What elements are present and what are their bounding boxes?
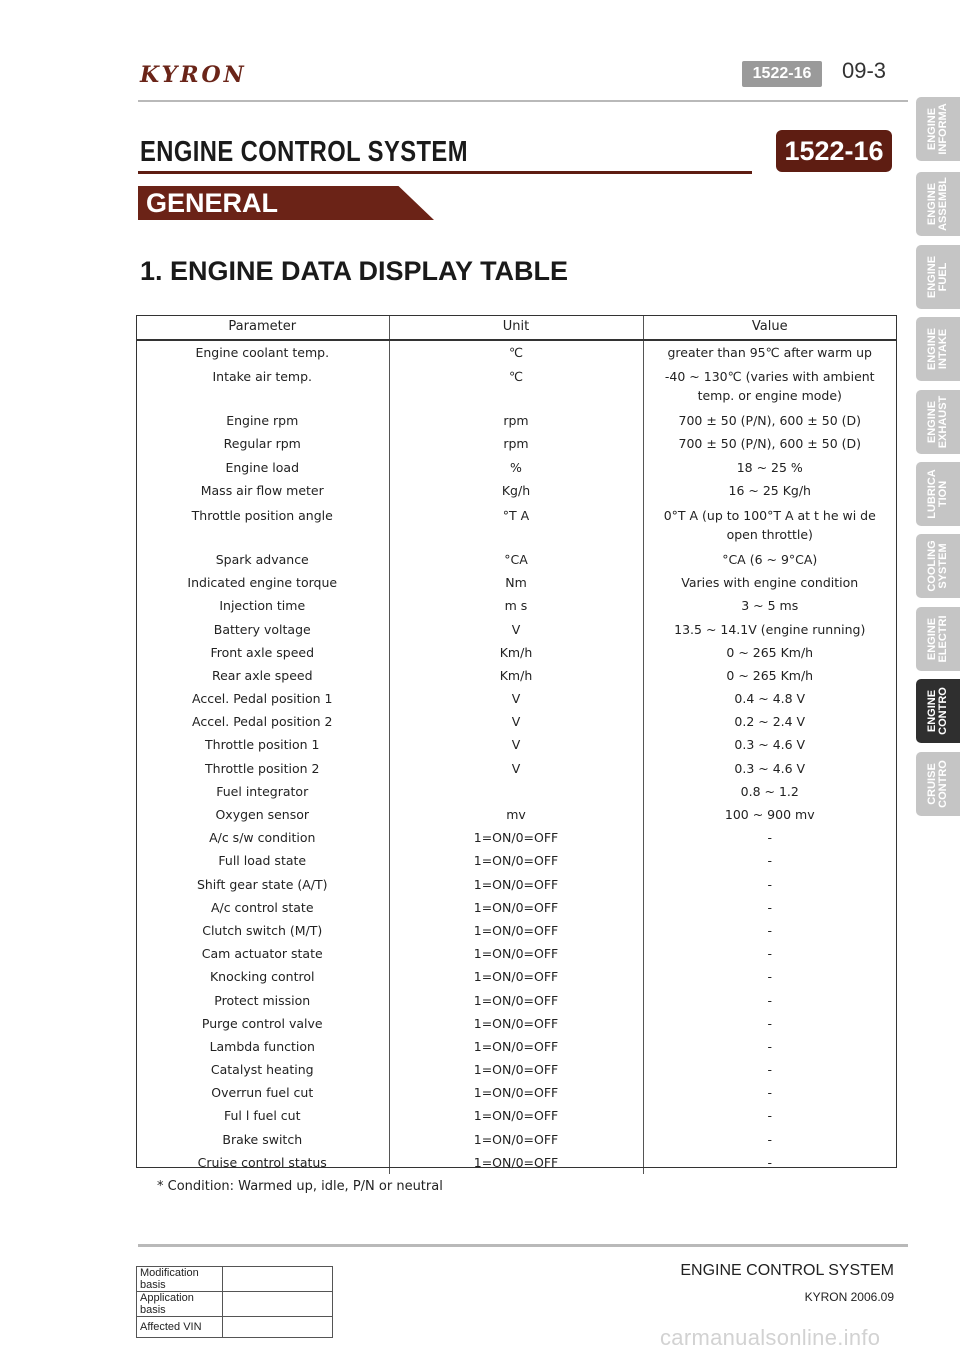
side-tab-label: ENGINE ASSEMBL (926, 177, 949, 231)
cell-value: 0.2 ~ 2.4 V (734, 714, 806, 730)
cell-unit: rpm (389, 432, 643, 455)
mod-label-application: Application basis (137, 1292, 223, 1317)
cell-parameter: Accel. Pedal position 2 (136, 710, 389, 733)
page-number: 09-3 (842, 58, 887, 83)
cell-value: - (767, 1108, 772, 1124)
cell-parameter: Spark advance (136, 548, 389, 571)
table-row (136, 687, 896, 710)
cell-value: 13.5 ~ 14.1V (engine running) (674, 621, 866, 637)
table-row (136, 340, 896, 363)
cell-parameter: Regular rpm (136, 432, 389, 455)
cell-value: - (767, 992, 772, 1008)
table-row (136, 919, 896, 942)
table-row (136, 409, 896, 432)
side-tab-5[interactable] (916, 462, 960, 526)
cell-value: - (767, 922, 772, 938)
cell-unit: m s (389, 594, 643, 617)
cell-value: 0.3 ~ 4.6 V (734, 737, 806, 753)
general-label: GENERAL (146, 188, 279, 218)
cell-unit: % (389, 456, 643, 479)
cell-parameter: Purge control valve (136, 1012, 389, 1035)
cell-unit: 1=ON/0=OFF (389, 919, 643, 942)
cell-parameter: Catalyst heating (136, 1058, 389, 1081)
cell-parameter: Engine coolant temp. (136, 340, 389, 363)
footer-title: ENGINE CONTROL SYSTEM (680, 1262, 894, 1279)
section-title: ENGINE CONTROL SYSTEM (140, 136, 468, 168)
cell-parameter: Throttle position 2 (136, 757, 389, 780)
cell-value: - (767, 853, 772, 869)
table-heading: 1. ENGINE DATA DISPLAY TABLE (140, 256, 569, 286)
mod-label-vin: Affected VIN (137, 1317, 223, 1338)
cell-unit: 1=ON/0=OFF (389, 849, 643, 872)
side-tab-label: ENGINE CONTRO (926, 687, 949, 735)
cell-unit: 1=ON/0=OFF (389, 1035, 643, 1058)
cell-parameter: Protect mission (136, 989, 389, 1012)
cell-value: 0 ~ 265 Km/h (726, 667, 814, 683)
cell-unit: 1=ON/0=OFF (389, 965, 643, 988)
cell-parameter: Oxygen sensor (136, 803, 389, 826)
table-row (136, 873, 896, 896)
cell-parameter: Cam actuator state (136, 942, 389, 965)
side-tab-0[interactable] (916, 97, 960, 161)
cell-parameter: Full load state (136, 849, 389, 872)
side-tab-2[interactable] (916, 245, 960, 309)
table-row (136, 942, 896, 965)
cell-parameter: Mass air flow meter (136, 479, 389, 502)
brand-logo: KYRON (140, 62, 247, 88)
cell-parameter: Engine rpm (136, 409, 389, 432)
table-row (136, 1012, 896, 1035)
cell-parameter: Intake air temp. (136, 363, 389, 409)
cell-parameter: Cruise control status (136, 1151, 389, 1174)
table-row (136, 456, 896, 479)
cell-value: 3 ~ 5 ms (741, 598, 799, 614)
table-row (136, 479, 896, 502)
cell-parameter: A/c control state (136, 896, 389, 919)
cell-parameter: Engine load (136, 456, 389, 479)
side-tab-label: ENGINE EXHAUST (926, 395, 949, 449)
cell-parameter: Brake switch (136, 1128, 389, 1151)
side-tab-label: LUBRICA TION (926, 469, 949, 519)
table-row (136, 571, 896, 594)
section-title-rule (138, 171, 752, 174)
cell-unit: Nm (389, 571, 643, 594)
table-row (136, 780, 896, 803)
watermark: carmanualsonline.info (660, 1325, 881, 1350)
cell-unit (389, 780, 643, 803)
modification-table (136, 1266, 333, 1338)
table-row (136, 664, 896, 687)
cell-value: -40 ~ 130℃ (varies with ambient temp. or engine mode) (664, 369, 875, 404)
table-header-row (136, 315, 896, 340)
table-row (136, 1058, 896, 1081)
cell-unit: 1=ON/0=OFF (389, 1058, 643, 1081)
cell-unit: °CA (389, 548, 643, 571)
cell-value: - (767, 830, 772, 846)
table-row (136, 641, 896, 664)
cell-value: 18 ~ 25 % (736, 459, 803, 475)
table-row (136, 594, 896, 617)
table-row (136, 803, 896, 826)
side-tab-label: CRUISE CONTRO (926, 760, 949, 808)
cell-unit: 1=ON/0=OFF (389, 1128, 643, 1151)
side-tab-3[interactable] (916, 317, 960, 381)
cell-unit: °T A (389, 502, 643, 548)
cell-value: 16 ~ 25 Kg/h (728, 482, 811, 498)
mod-value-cell (223, 1317, 333, 1338)
mod-label-modification: Modification basis (137, 1267, 223, 1292)
cell-unit: Km/h (389, 641, 643, 664)
cell-value: - (767, 899, 772, 915)
cell-parameter: Throttle position angle (136, 502, 389, 548)
cell-value: 0.3 ~ 4.6 V (734, 760, 806, 776)
cell-value: - (767, 1154, 772, 1170)
cell-value: greater than 95℃ after warm up (667, 345, 872, 360)
table-row (136, 710, 896, 733)
cell-value: 0°T A (up to 100°T A at t he wi de open throttle) (663, 507, 876, 542)
column-header-unit: Unit (389, 315, 643, 340)
cell-unit: 1=ON/0=OFF (389, 1104, 643, 1127)
cell-value: - (767, 1085, 772, 1101)
cell-parameter: Throttle position 1 (136, 733, 389, 756)
cell-parameter: Front axle speed (136, 641, 389, 664)
table-row (136, 1104, 896, 1127)
cell-unit: Kg/h (389, 479, 643, 502)
cell-unit: rpm (389, 409, 643, 432)
cell-parameter: Clutch switch (M/T) (136, 919, 389, 942)
engine-data-table (136, 315, 896, 1174)
side-tab-label: ENGINE FUEL (926, 255, 949, 299)
side-tab-9[interactable] (916, 752, 960, 816)
cell-parameter: Knocking control (136, 965, 389, 988)
cell-parameter: Injection time (136, 594, 389, 617)
cell-value: - (767, 946, 772, 962)
table-row (136, 896, 896, 919)
cell-unit: 1=ON/0=OFF (389, 1151, 643, 1174)
cell-value: 0 ~ 265 Km/h (726, 644, 814, 660)
column-header-value: Value (643, 315, 896, 340)
cell-unit: 1=ON/0=OFF (389, 896, 643, 919)
cell-value: Varies with engine condition (681, 575, 859, 591)
cell-unit: ℃ (389, 363, 643, 409)
side-tab-8[interactable] (916, 679, 960, 743)
side-tab-7[interactable] (916, 607, 960, 671)
cell-unit: V (389, 757, 643, 780)
cell-unit: 1=ON/0=OFF (389, 826, 643, 849)
side-tab-label: ENGINE INTAKE (926, 327, 949, 371)
cell-parameter: Rear axle speed (136, 664, 389, 687)
cell-unit: 1=ON/0=OFF (389, 1012, 643, 1035)
side-tab-label: ENGINE INFORMA (926, 103, 949, 155)
side-tab-6[interactable] (916, 534, 960, 598)
cell-value: °CA (6 ~ 9°CA) (722, 551, 818, 567)
cell-unit: V (389, 618, 643, 641)
table-row (136, 1151, 896, 1174)
mod-row (137, 1317, 333, 1338)
footer-divider (138, 1244, 908, 1247)
cell-value: 700 ± 50 (P/N), 600 ± 50 (D) (678, 436, 861, 452)
cell-parameter: Battery voltage (136, 618, 389, 641)
cell-value: - (767, 969, 772, 985)
table-row (136, 826, 896, 849)
cell-unit: V (389, 710, 643, 733)
cell-unit: 1=ON/0=OFF (389, 1081, 643, 1104)
cell-unit: 1=ON/0=OFF (389, 873, 643, 896)
cell-unit: mv (389, 803, 643, 826)
cell-parameter: A/c s/w condition (136, 826, 389, 849)
cell-value: - (767, 1015, 772, 1031)
cell-unit: V (389, 687, 643, 710)
cell-parameter: Overrun fuel cut (136, 1081, 389, 1104)
cell-unit: 1=ON/0=OFF (389, 989, 643, 1012)
cell-value: - (767, 876, 772, 892)
table-row (136, 849, 896, 872)
header-code-badge: 1522-16 (742, 61, 822, 87)
section-code-badge: 1522-16 (776, 130, 892, 172)
cell-value: 0.8 ~ 1.2 (740, 783, 799, 799)
mod-row (137, 1292, 333, 1317)
cell-parameter: Ful l fuel cut (136, 1104, 389, 1127)
cell-unit: 1=ON/0=OFF (389, 942, 643, 965)
condition-note: * Condition: Warmed up, idle, P/N or neutral (157, 1179, 443, 1194)
cell-unit: ℃ (389, 340, 643, 363)
cell-value: 0.4 ~ 4.8 V (734, 691, 806, 707)
column-header-parameter: Parameter (136, 315, 389, 340)
cell-value: 700 ± 50 (P/N), 600 ± 50 (D) (678, 413, 861, 429)
cell-parameter: Indicated engine torque (136, 571, 389, 594)
table-body (136, 340, 896, 1174)
table-row (136, 618, 896, 641)
table-row (136, 1128, 896, 1151)
table-row (136, 1081, 896, 1104)
table-row (136, 757, 896, 780)
side-tab-1[interactable] (916, 172, 960, 236)
table-row (136, 965, 896, 988)
table-row (136, 502, 896, 548)
table-row (136, 1035, 896, 1058)
cell-unit: V (389, 733, 643, 756)
cell-parameter: Shift gear state (A/T) (136, 873, 389, 896)
cell-parameter: Lambda function (136, 1035, 389, 1058)
cell-parameter: Fuel integrator (136, 780, 389, 803)
cell-value: - (767, 1062, 772, 1078)
table-row (136, 363, 896, 409)
header-divider (138, 100, 908, 102)
table-row (136, 432, 896, 455)
mod-row (137, 1267, 333, 1292)
table-row (136, 548, 896, 571)
footer-subtitle: KYRON 2006.09 (804, 1290, 894, 1304)
side-tab-label: COOLING SYSTEM (926, 540, 949, 592)
cell-value: - (767, 1038, 772, 1054)
mod-value-cell (223, 1267, 333, 1292)
table-row (136, 989, 896, 1012)
cell-parameter: Accel. Pedal position 1 (136, 687, 389, 710)
cell-value: 100 ~ 900 mv (724, 807, 815, 822)
side-tab-4[interactable] (916, 390, 960, 454)
cell-unit: Km/h (389, 664, 643, 687)
side-tab-label: ENGINE ELECTRI (926, 615, 949, 663)
table-row (136, 733, 896, 756)
cell-value: - (767, 1131, 772, 1147)
mod-value-cell (223, 1292, 333, 1317)
